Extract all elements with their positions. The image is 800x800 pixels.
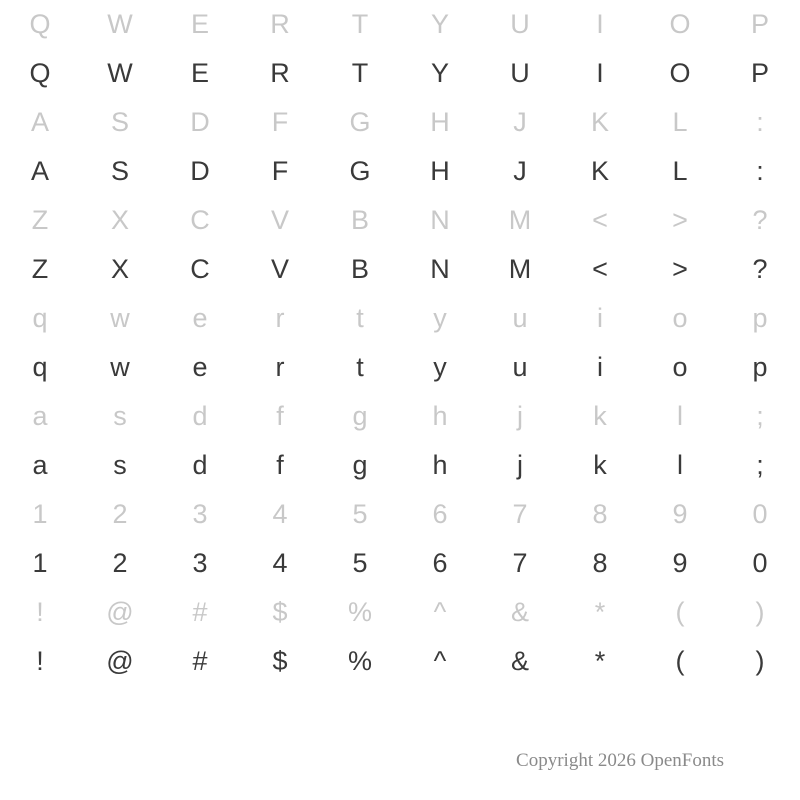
character-cell: X: [110, 204, 129, 235]
character-cell: w: [110, 351, 130, 382]
character-cell: J: [513, 106, 527, 137]
character-cell: p: [752, 302, 768, 333]
character-cell: Z: [31, 204, 49, 235]
character-cell: q: [32, 302, 48, 333]
character-cell: Y: [430, 8, 449, 39]
character-cell: <: [592, 253, 608, 284]
character-cell: k: [593, 400, 607, 431]
character-row: [0, 538, 800, 588]
character-cell: E: [190, 57, 209, 88]
character-cell: (: [675, 596, 685, 627]
character-cell: &: [510, 645, 529, 676]
character-cell: $: [272, 596, 288, 627]
character-cell: E: [190, 8, 209, 39]
character-cell: ?: [752, 253, 768, 284]
character-cell: i: [597, 351, 603, 382]
character-cell: K: [590, 106, 609, 137]
character-cell: ): [755, 596, 765, 627]
character-cell: 9: [672, 547, 688, 578]
character-cell: A: [30, 106, 49, 137]
character-cell: #: [192, 645, 208, 676]
character-cell: e: [192, 302, 208, 333]
character-row: [0, 98, 800, 146]
character-cell: q: [32, 351, 48, 382]
character-cell: 7: [512, 547, 528, 578]
character-cell: o: [672, 351, 688, 382]
character-cell: M: [508, 204, 532, 235]
character-cell: H: [430, 106, 450, 137]
character-cell: ^: [433, 596, 447, 627]
character-cell: u: [512, 351, 528, 382]
character-cell: &: [510, 596, 529, 627]
character-cell: g: [352, 449, 368, 480]
character-cell: B: [350, 253, 369, 284]
character-cell: N: [430, 253, 450, 284]
character-cell: F: [271, 106, 289, 137]
character-cell: y: [433, 351, 447, 382]
character-cell: *: [594, 596, 606, 627]
character-cell: (: [675, 645, 685, 676]
character-cell: @: [106, 645, 134, 676]
character-cell: ;: [756, 400, 764, 431]
character-row: [0, 636, 800, 686]
character-cell: s: [113, 449, 127, 480]
character-cell: U: [510, 57, 530, 88]
character-cell: G: [349, 106, 371, 137]
character-cell: K: [590, 155, 609, 186]
character-cell: O: [669, 8, 691, 39]
character-cell: a: [32, 400, 48, 431]
character-cell: u: [512, 302, 528, 333]
character-cell: t: [356, 302, 364, 333]
character-row: [0, 48, 800, 98]
character-cell: D: [190, 155, 210, 186]
character-cell: 2: [112, 547, 128, 578]
character-cell: >: [672, 253, 688, 284]
character-cell: j: [517, 449, 523, 480]
character-cell: e: [192, 351, 208, 382]
character-cell: t: [356, 351, 364, 382]
character-cell: k: [593, 449, 607, 480]
character-row: [0, 294, 800, 342]
character-row: [0, 392, 800, 440]
character-cell: H: [430, 155, 450, 186]
character-cell: M: [508, 253, 532, 284]
character-cell: 6: [432, 498, 448, 529]
character-cell: A: [30, 155, 49, 186]
character-cell: F: [271, 155, 289, 186]
character-cell: J: [513, 155, 527, 186]
character-cell: L: [672, 155, 688, 186]
character-cell: P: [750, 8, 769, 39]
character-cell: W: [107, 8, 133, 39]
character-cell: #: [192, 596, 208, 627]
character-cell: d: [192, 400, 208, 431]
character-cell: 4: [272, 498, 288, 529]
character-cell: O: [669, 57, 691, 88]
character-cell: ?: [752, 204, 768, 235]
character-cell: f: [276, 449, 284, 480]
character-cell: 5: [352, 498, 368, 529]
character-row: [0, 196, 800, 244]
character-cell: 9: [672, 498, 688, 529]
character-cell: X: [110, 253, 129, 284]
character-cell: @: [106, 596, 134, 627]
character-cell: 8: [592, 547, 608, 578]
character-cell: 6: [432, 547, 448, 578]
character-cell: !: [36, 645, 44, 676]
character-cell: P: [750, 57, 769, 88]
character-cell: B: [350, 204, 369, 235]
character-row: [0, 342, 800, 392]
character-cell: V: [270, 204, 289, 235]
character-cell: Q: [29, 8, 51, 39]
character-cell: 8: [592, 498, 608, 529]
character-cell: Y: [430, 57, 449, 88]
character-cell: U: [510, 8, 530, 39]
character-cell: a: [32, 449, 48, 480]
character-cell: 2: [112, 498, 128, 529]
character-cell: R: [270, 8, 290, 39]
character-cell: r: [275, 302, 285, 333]
character-row: [0, 0, 800, 48]
character-cell: h: [432, 449, 448, 480]
copyright-notice: Copyright 2026 OpenFonts: [516, 750, 724, 771]
character-cell: $: [272, 645, 288, 676]
character-row: [0, 440, 800, 490]
character-cell: Z: [31, 253, 49, 284]
character-cell: h: [432, 400, 448, 431]
character-cell: w: [110, 302, 130, 333]
character-cell: T: [351, 8, 369, 39]
character-cell: ): [755, 645, 765, 676]
character-cell: 0: [752, 498, 768, 529]
character-cell: :: [756, 155, 764, 186]
character-row: [0, 244, 800, 294]
character-cell: S: [110, 106, 129, 137]
character-cell: T: [351, 57, 369, 88]
character-cell: V: [270, 253, 289, 284]
character-cell: I: [596, 8, 604, 39]
character-cell: 5: [352, 547, 368, 578]
character-row: [0, 490, 800, 538]
character-cell: L: [672, 106, 688, 137]
character-cell: r: [275, 351, 285, 382]
character-cell: ^: [433, 645, 447, 676]
character-cell: <: [592, 204, 608, 235]
character-cell: i: [597, 302, 603, 333]
character-cell: !: [36, 596, 44, 627]
character-cell: *: [594, 645, 606, 676]
character-cell: d: [192, 449, 208, 480]
character-cell: ;: [756, 449, 764, 480]
character-cell: 7: [512, 498, 528, 529]
character-cell: C: [190, 253, 210, 284]
character-cell: 3: [192, 547, 208, 578]
character-cell: G: [349, 155, 371, 186]
character-cell: l: [677, 400, 683, 431]
character-cell: j: [517, 400, 523, 431]
character-cell: s: [113, 400, 127, 431]
character-cell: %: [347, 645, 372, 676]
character-cell: S: [110, 155, 129, 186]
character-cell: f: [276, 400, 284, 431]
character-cell: D: [190, 106, 210, 137]
character-cell: y: [433, 302, 447, 333]
character-cell: I: [596, 57, 604, 88]
character-cell: 1: [32, 498, 48, 529]
character-cell: l: [677, 449, 683, 480]
character-cell: Q: [29, 57, 51, 88]
character-cell: >: [672, 204, 688, 235]
character-row: [0, 146, 800, 196]
character-cell: 3: [192, 498, 208, 529]
character-cell: 1: [32, 547, 48, 578]
character-cell: R: [270, 57, 290, 88]
character-cell: 0: [752, 547, 768, 578]
character-cell: %: [347, 596, 372, 627]
character-cell: W: [107, 57, 133, 88]
character-cell: 4: [272, 547, 288, 578]
character-cell: g: [352, 400, 368, 431]
character-row: [0, 588, 800, 636]
character-cell: o: [672, 302, 688, 333]
character-cell: C: [190, 204, 210, 235]
character-cell: N: [430, 204, 450, 235]
character-cell: p: [752, 351, 768, 382]
character-cell: :: [756, 106, 764, 137]
